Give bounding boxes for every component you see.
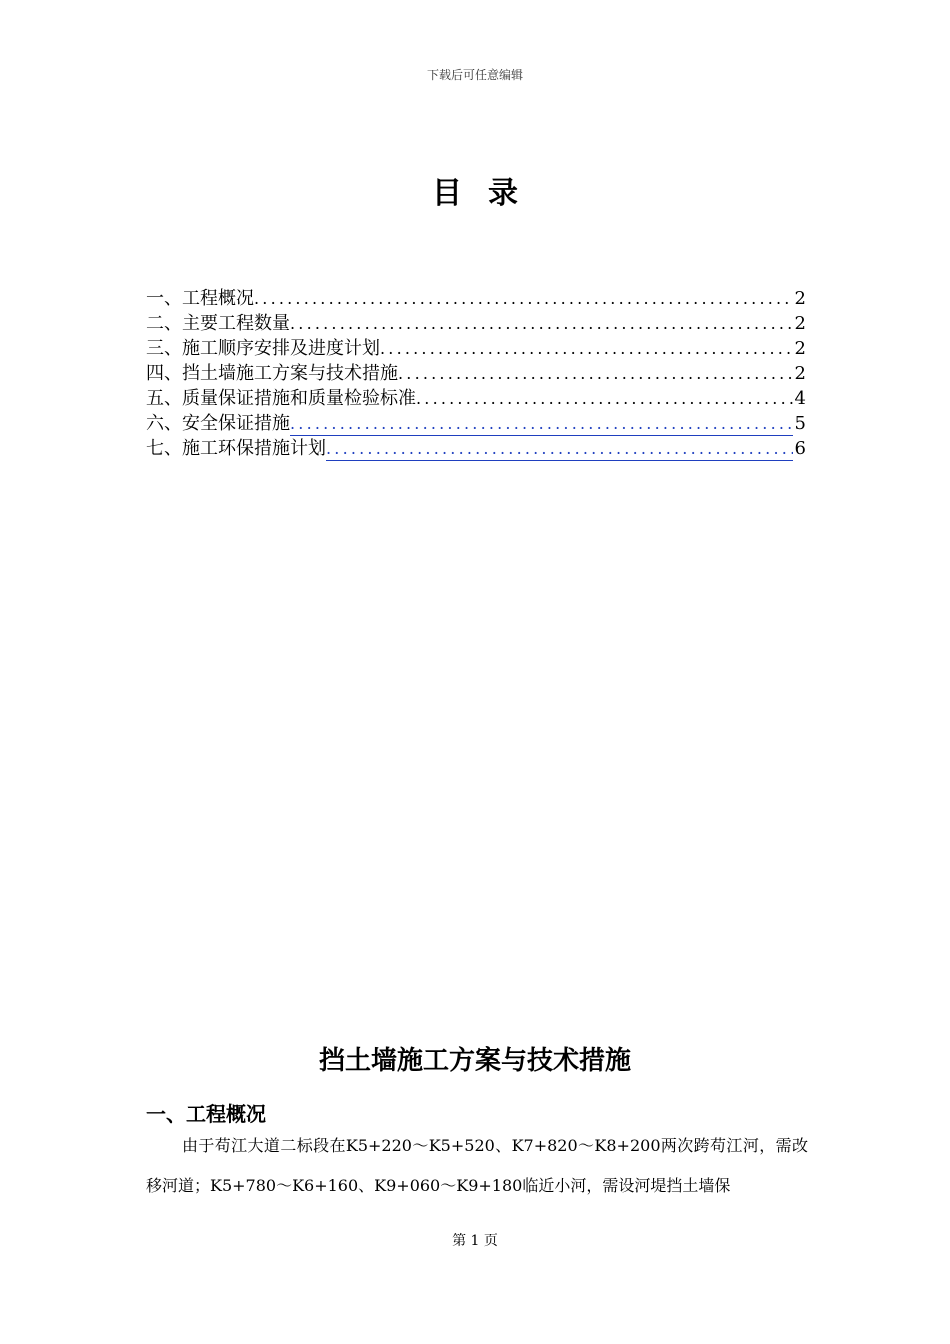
toc-entry-page: 2 <box>794 288 806 309</box>
toc-entry-label: 七、施工环保措施计划 <box>146 438 326 459</box>
toc-dot-leader <box>398 361 793 386</box>
body-paragraph: 由于苟江大道二标段在K5+220～K5+520、K7+820～K8+200两次跨苟江河，需改移河道；K5+780～K6+160、K9+060～K9+180临近小河，需设河堤挡土墙保 <box>146 1136 808 1195</box>
toc-dot-leader <box>290 311 793 336</box>
toc-entry-4[interactable] <box>146 361 806 386</box>
toc-dot-leader-link[interactable] <box>290 413 793 436</box>
toc-dot-leader <box>380 336 793 361</box>
toc-entry-label: 五、质量保证措施和质量检验标准 <box>146 388 416 409</box>
toc-entry-2[interactable] <box>146 311 806 336</box>
toc-entry-7-link[interactable] <box>146 436 806 461</box>
toc-entry-label: 二、主要工程数量 <box>146 313 290 334</box>
toc-entry-page: 2 <box>794 313 806 334</box>
page-header-note: 下载后可任意编辑 <box>426 68 523 82</box>
toc-entry-page: 2 <box>794 338 806 359</box>
toc-entry-6-link[interactable] <box>146 411 806 436</box>
section-heading: 一、工程概况 <box>146 1102 266 1126</box>
toc-title: 目录 <box>432 176 544 211</box>
document-title: 挡土墙施工方案与技术措施 <box>318 1046 631 1076</box>
page-number: 第 1 页 <box>452 1233 498 1249</box>
toc-entry-page: 4 <box>794 388 806 409</box>
toc-dot-leader-link[interactable] <box>326 438 793 461</box>
toc-entry-3[interactable] <box>146 336 806 361</box>
toc-entry-page: 2 <box>794 363 806 384</box>
toc-entry-page: 5 <box>794 413 806 434</box>
toc-dot-leader <box>254 286 793 311</box>
toc-entry-label: 四、挡土墙施工方案与技术措施 <box>146 363 398 384</box>
toc-entry-page: 6 <box>794 438 806 459</box>
toc-entry-label: 三、施工顺序安排及进度计划 <box>146 338 380 359</box>
table-of-contents <box>146 286 806 461</box>
toc-entry-label: 一、工程概况 <box>146 288 254 309</box>
toc-entry-5[interactable] <box>146 386 806 411</box>
toc-entry-label: 六、安全保证措施 <box>146 413 290 434</box>
toc-entry-1[interactable] <box>146 286 806 311</box>
toc-dot-leader <box>416 386 793 411</box>
